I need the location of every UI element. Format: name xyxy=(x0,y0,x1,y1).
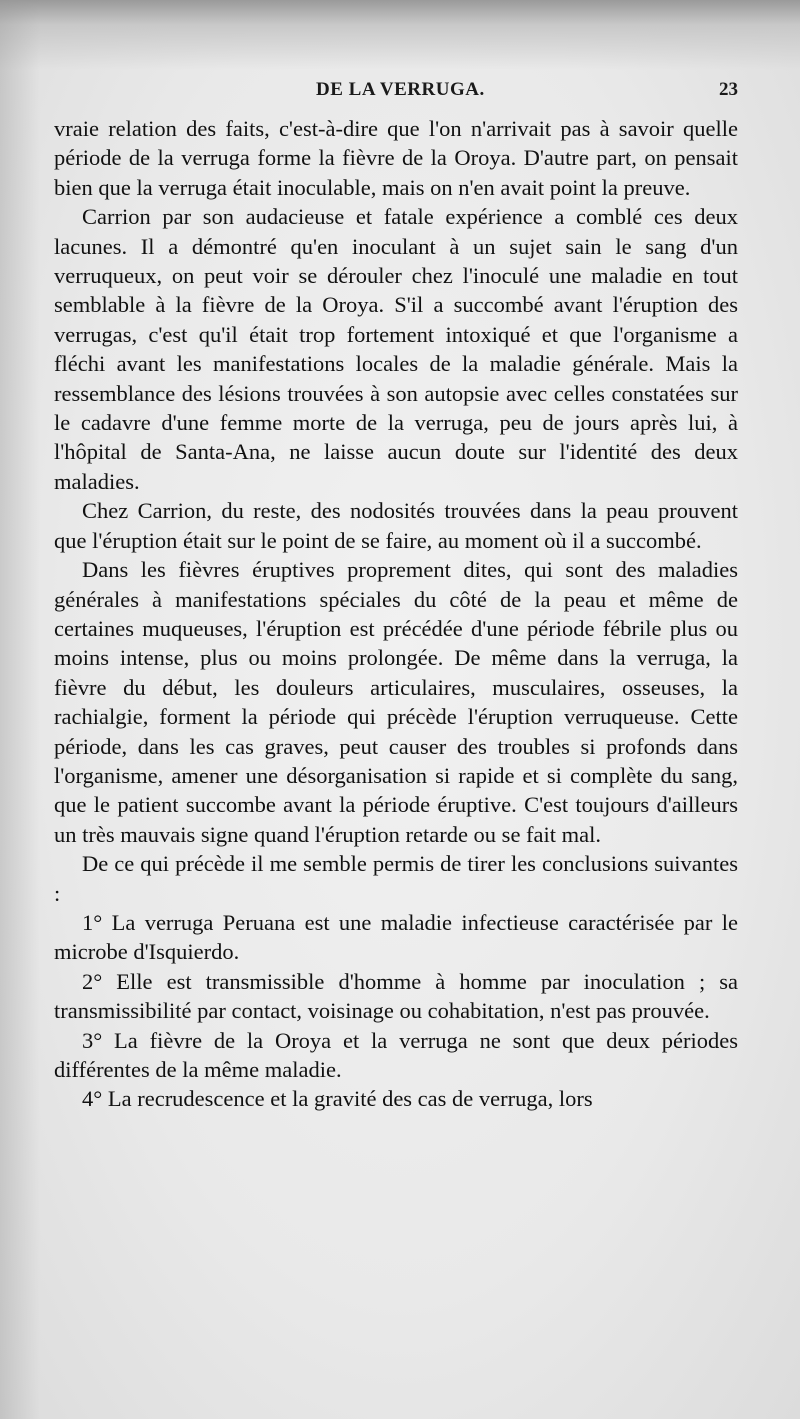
paragraph-conclusions-intro: De ce qui précède il me semble permis de tirer les conclusions suivantes : xyxy=(54,851,738,906)
paragraph-carrion-experiment: Carrion par son audacieuse et fatale expérience a comblé ces deux lacunes. Il a démontré qu'en inoculant à un sujet sain le sang d'un verruqueux, on peut voir se dérouler chez l'inoculé une maladie en tout semblable à la fièvre de la Oroya. S'il a succombé avant l'éruption des verrugas, c'est qu'il était trop fortement intoxiqué et que l'organisme a fléchi avant les manifestations locales de la maladie générale. Mais la ressemblance des lésions trouvées à son autopsie avec celles constatées sur le cadavre d'une femme morte de la verruga, peu de jours après lui, à l'hôpital de Santa-Ana, ne laisse aucun doute sur l'identité des deux maladies. xyxy=(54,204,738,494)
conclusion-1: 1° La verruga Peruana est une maladie infectieuse caractérisée par le microbe d'Isquierdo. xyxy=(54,909,738,965)
page-left-shadow xyxy=(0,0,40,1419)
paragraph-eruptive-fevers: Dans les fièvres éruptives proprement dites, qui sont des maladies générales à manifestations spéciales du côté de la peau et même de certaines muqueuses, l'éruption est précédée d'une période fébrile plus ou moins intense, plus ou moins prolongée. De même dans la verruga, la fièvre du début, les douleurs articulaires, musculaires, osseuses, la rachialgie, forment la période qui précède l'éruption verruqueuse. Cette période, dans les cas graves, peut causer des troubles si profonds dans l'organisme, amener une désorganisation si rapide et si complète du sang, que le patient succombe avant la période éruptive. C'est toujours d'ailleurs un très mauvais signe quand l'éruption retarde ou se fait mal. xyxy=(54,557,738,847)
body-text xyxy=(54,114,738,1114)
page-header xyxy=(54,79,738,109)
conclusion-3: 3° La fièvre de la Oroya et la verruga ne sont que deux périodes différentes de la même maladie. xyxy=(54,1027,738,1082)
page-top-shadow xyxy=(0,0,800,70)
paragraph-continuation: vraie relation des faits, c'est-à-dire que l'on n'arrivait pas à savoir quelle période de la verruga forme la fièvre de la Oroya. D'autre part, on pensait bien que la verruga était inoculable, mais on n'en avait point la preuve. xyxy=(54,116,738,200)
conclusion-4: 4° La recrudescence et la gravité des cas de verruga, lors xyxy=(82,1086,593,1112)
running-head: DE LA VERRUGA. xyxy=(316,79,485,100)
page-number: 23 xyxy=(719,79,738,100)
paragraph-nodosities: Chez Carrion, du reste, des nodosités trouvées dans la peau prouvent que l'éruption était sur le point de se faire, au moment où il a succombé. xyxy=(54,498,738,553)
conclusion-2: 2° Elle est transmissible d'homme à homme par inoculation ; sa transmissibilité par contact, voisinage ou cohabitation, n'est pas prouvée. xyxy=(54,968,738,1024)
